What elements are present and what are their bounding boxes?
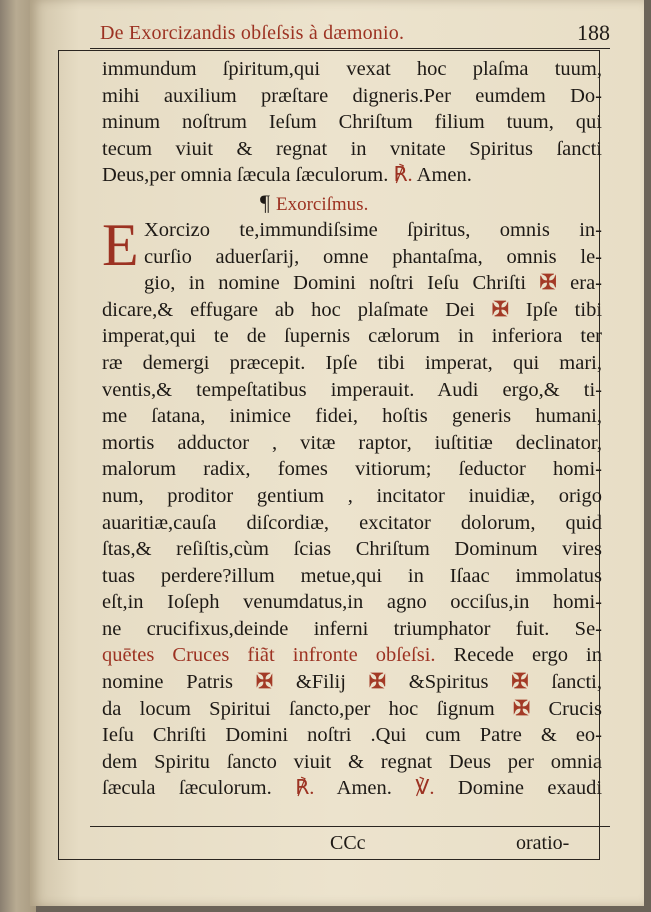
text-line: curſio aduerſarij, omne phantaſma, omnis le- (144, 245, 602, 268)
cross-icon: ✠ (539, 272, 557, 295)
text-line: me ſatana, inimice fidei, hoſtis generis humani, (102, 405, 602, 428)
text-line-with-cross (102, 696, 602, 723)
cross-icon: ✠ (368, 671, 386, 694)
text-run: Recede ergo in (453, 644, 603, 667)
text-line: ne crucifixus,deinde inferni triumphator fuit. Se- (102, 617, 602, 640)
book-page (30, 0, 644, 906)
text-run: &Spiritus (408, 671, 489, 694)
cross-icon: ✠ (512, 697, 531, 720)
pilcrow-mark: ¶ (260, 189, 270, 215)
text-line: eſt,in Ioſeph venumdatus,in agno occiſus,in homi- (102, 591, 602, 614)
header-rule (90, 48, 610, 49)
text-run: Crucis (548, 697, 603, 720)
text-line: ventis,& tempeſtatibus imperauit. Audi ergo,& ti- (102, 378, 602, 401)
text-run: ſancti, (551, 671, 602, 694)
text-line-with-cross (102, 270, 602, 297)
text-line: malorum radix, fomes vitiorum; ſeductor homi- (102, 458, 602, 481)
text-run: era- (570, 272, 602, 295)
final-line (102, 775, 602, 802)
text-line: ræ demergi præcepit. Ipſe tibi imperat, qui mari, (102, 351, 602, 374)
text-line: imperat,qui te de ſupernis cælorum in inferiora ter (102, 325, 602, 348)
versicle-mark: ℣. (415, 777, 435, 800)
text-line-with-crosses (102, 669, 602, 696)
section-title: Exorciſmus. (275, 193, 369, 215)
signature-mark: CCc (330, 832, 366, 854)
text-run: Domine exaudi (457, 777, 603, 800)
drop-cap: E (102, 211, 139, 278)
text-line: mortis adductor , vitæ raptor, iuſtitiæ declinator, (102, 431, 602, 454)
rubric-text: quētes Cruces fiãt infronte obſeſsi. (102, 644, 436, 667)
running-title: De Exorcizandis obſeſsis à dæmonio. (100, 22, 405, 44)
cross-icon: ✠ (255, 671, 273, 694)
catchword: oratio- (516, 832, 570, 854)
text-run: &Filij (295, 671, 346, 694)
text-line: num, proditor gentium , incitator inuidiæ, origo (102, 484, 602, 507)
text-line: immundum ſpiritum,qui vexat hoc plaſma tuum, (102, 58, 602, 80)
folio-number: 188 (577, 20, 610, 45)
text-line: mihi auxilium præſtare digneris.Per eumdem Do- (102, 84, 602, 107)
text-line: dem Spiritu ſancto viuit & regnat Deus per omnia (102, 750, 602, 773)
text-line-with-cross (102, 297, 602, 324)
body-text (102, 56, 602, 802)
text-run: dicare,& effugare ab hoc plaſmate Dei (102, 298, 475, 321)
text-line: ſtas,& reſiſtis,cùm ſcias Chriſtum Dominum vires (102, 538, 602, 561)
text-line: auaritiæ,cauſa diſcordiæ, excitator dolorum, quid (102, 511, 602, 534)
amen-word: Amen. (416, 164, 472, 187)
text-line: Ieſu Chriſti Domini noſtri .Qui cum Patre & eo- (102, 724, 602, 747)
text-run: da locum Spiritui ſancto,per hoc ſignum (102, 697, 495, 720)
text-line: Xorcizo te,immundiſsime ſpiritus, omnis in- (144, 218, 602, 241)
text-line: minum noſtrum Ieſum Chriſtum filium tuum, qui (102, 111, 602, 134)
text-line: tecum viuit & regnat in vnitate Spiritus ſancti (102, 137, 602, 160)
section-heading (102, 189, 602, 217)
text-run: Deus,per omnia ſæcula ſæculorum. (102, 164, 389, 187)
response-mark: ℟. (393, 164, 413, 187)
footer-rule (90, 826, 610, 827)
text-run: Ipſe tibi (525, 298, 603, 321)
rubric-line (102, 642, 602, 669)
text-run: ſæcula ſæculorum. (102, 777, 272, 800)
amen-line (102, 162, 602, 189)
text-line: tuas perdere?illum metue,qui in Iſaac immolatus (102, 564, 602, 587)
cross-icon: ✠ (491, 298, 509, 321)
amen-word: Amen. (336, 777, 392, 800)
text-run: gio, in nomine Domini noſtri Ieſu Chriſti (144, 272, 527, 295)
cross-icon: ✠ (511, 671, 529, 694)
text-run: nomine Patris (102, 671, 233, 694)
response-mark: ℟. (295, 777, 315, 800)
